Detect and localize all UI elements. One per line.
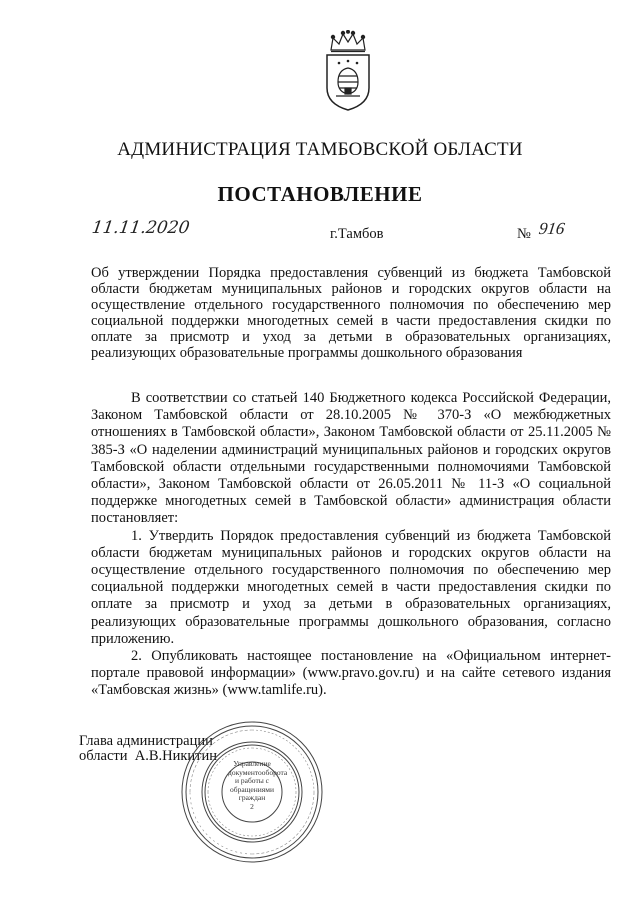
document-subject: Об утверждении Порядка предоставления субвенций из бюджета Тамбовской области бюджетам муниципальных районов и городских округов области на осуществление отдельного государственного полномочия по обеспечению мер социальной поддержки многодетных семей в части предоставления скидки по оплате за присмотр и уход за детьми в образовательных организациях, реализующих образовательные программы дошкольного образования [91,265,611,361]
signatory-name: А.В.Никитин [134,748,218,764]
item-1-paragraph: 1. Утвердить Порядок предоставления субвенций из бюджета Тамбовской области бюджетам муниципальных районов и городских округов области на осуществление отдельного государственного полномочия по обеспечению мер социальной поддержки многодетных семей в части предоставления скидки по оплате за присмотр и уход за детьми в образовательных организациях, реализующих образовательные программы дошкольного образования, согласно приложению. [91,527,611,647]
official-stamp [180,720,324,864]
handwritten-date: 11.11.2020 [90,218,191,238]
organization-title: АДМИНИСТРАЦИЯ ТАМБОВСКОЙ ОБЛАСТИ [117,139,523,160]
document-type-title: ПОСТАНОВЛЕНИЕ [217,182,423,206]
preamble-paragraph: В соответствии со статьей 140 Бюджетного кодекса Российской Федерации, Законом Тамбовской области от 28.10.2005 № 370-З «О межбюджетных отношениях в Тамбовской области», Законом Тамбовской области от 25.11.2005 № 385-З «О наделении администраций муниципальных районов и городских округов Тамбовской области отдельными государственными полномочиями Тамбовской области», Законом Тамбовской области от 26.05.2011 № 11-З «О социальной поддержке многодетных семей в Тамбовской области» администрация области постановляет: [91,390,611,527]
signature-region-line: области А.В.Никитин [79,748,218,764]
document-body [91,390,611,700]
coat-of-arms-icon [321,30,375,112]
city-label: г.Тамбов [330,226,384,242]
handwritten-number: 916 [537,219,566,238]
signature-title-line: Глава администрации [79,733,213,749]
number-label: № [517,226,531,242]
item-2-paragraph: 2. Опубликовать настоящее постановление на «Официальном интернет-портале правовой информации» (www.pravo.gov.ru) и на сайте сетевого издания «Тамбовская жизнь» (www.tamlife.ru). [91,648,611,699]
stamp-inner-text: Управление документооборота и работы с обращениями граждан 2 [228,759,288,811]
